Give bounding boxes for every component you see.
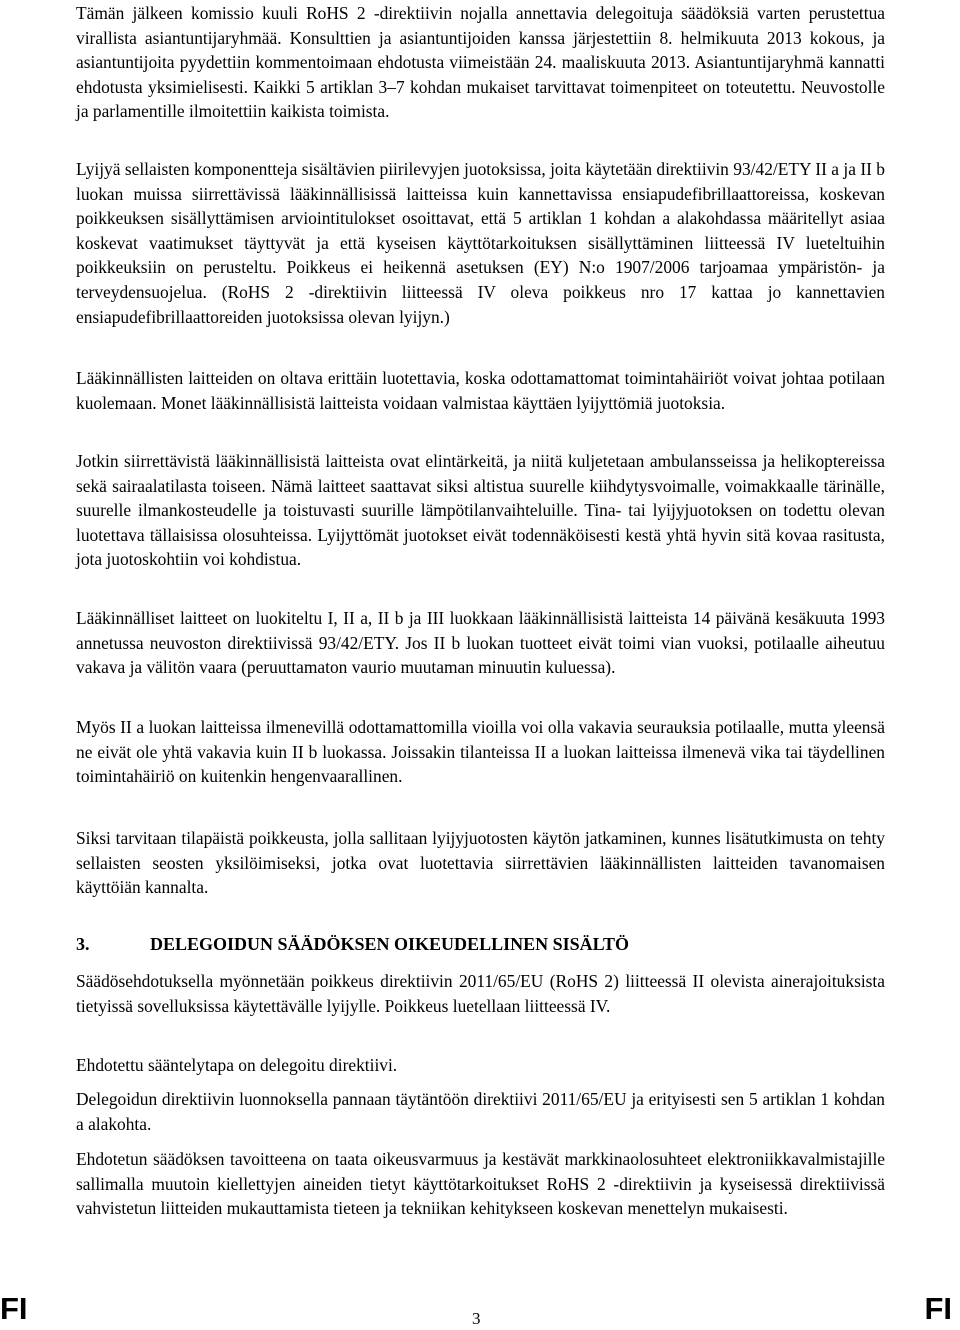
- paragraph-reliability: Lääkinnällisten laitteiden on oltava erittäin luotettavia, koska odottamattomat toimintahäiriöt voivat johtaa potilaan kuolemaan. Monet lääkinnällisistä laitteista voidaan valmistaa käyttäen lyijyttömiä juotoksia.: [76, 368, 885, 413]
- paragraph-transport-conditions: Jotkin siirrettävistä lääkinnällisistä laitteista ovat elintärkeitä, ja niitä kuljetetaan ambulansseissa ja helikoptereissa sekä sairaalatilasta toiseen. Nämä laitteet saattavat siksi altistua suurelle kiihdytysvoimalle, voimakkaalle tärinälle, suurelle ilmankosteudelle ja toistuvasti suurille lämpötilanvaihteluille. Tina- tai lyijyjuotoksen on todettu olevan luotettava tällaisissa olosuhteissa. Lyijyttömät juotokset eivät todennäköisesti kestä yhtä hyvin sitä kovaa rasitusta, jota juotoskohtiin voi kohdistua.: [76, 451, 885, 570]
- paragraph-proposal-summary: Säädösehdotuksella myönnetään poikkeus direktiivin 2011/65/EU (RoHS 2) liitteessä II olevista ainerajoituksista tietyissä sovelluksissa käytettävälle lyijylle. Poikkeus luetellaan liitteessä IV.: [76, 971, 885, 1016]
- paragraph-exemption-assessment: Lyijyä sellaisten komponentteja sisältävien piirilevyjen juotoksissa, joita käytetään direktiivin 93/42/ETY II a ja II b luokan muissa siirrettävissä lääkinnällisissä laitteissa kuin kannettavissa ensiapudefibrillaattoreissa, koskevan poikkeuksen sisällyttämisen arviointitulokset osoittavat, että 5 artiklan 1 kohdan a alakohdassa määritellyt asiaa koskevat vaatimukset täyttyvät ja että kyseisen käyttötarkoituksen sisällyttäminen liitteessä IV lueteltuihin poikkeuksiin on perusteltu. Poikkeus ei heikennä asetuksen (EY) N:o 1907/2006 tarjoamaa ympäristön- ja terveydensuojelua. (RoHS 2 -direktiivin liitteessä IV oleva poikkeus nro 17 kattaa jo kannettavien ensiapudefibrillaattoreiden juotoksissa olevan lyijyn.): [76, 159, 885, 327]
- paragraph-consultation: Tämän jälkeen komissio kuuli RoHS 2 -direktiivin nojalla annettavia delegoituja säädöksiä varten perustettua virallista asiantuntijaryhmää. Konsulttien ja asiantuntijoiden kanssa järjestettiin 8. helmikuuta 2013 kokous, ja asiantuntijoita pyydettiin kommentoimaan ehdotusta viimeistään 24. maaliskuuta 2013. Asiantuntijaryhmä kannatti ehdotusta yksimielisesti. Kaikki 5 artiklan 3–7 kohdan mukaiset tarvittavat toimenpiteet on toteutettu. Neuvostolle ja parlamentille ilmoitettiin kaikista toimista.: [76, 3, 885, 122]
- footer-language-left: FI: [0, 1291, 28, 1326]
- footer-language-right: FI: [924, 1291, 952, 1326]
- section-title: DELEGOIDUN SÄÄDÖKSEN OIKEUDELLINEN SISÄLTÖ: [150, 934, 629, 954]
- section-heading: [76, 932, 885, 956]
- paragraph-temporary-exemption: Siksi tarvitaan tilapäistä poikkeusta, jolla sallitaan lyijyjuotosten käytön jatkaminen, kunnes lisätutkimusta on tehty sellaisten seosten yksilöimiseksi, jotka ovat luotettavia siirrettävien lääkinnällisten laitteiden tavanomaisen käyttöiän kannalta.: [76, 828, 885, 898]
- paragraph-regulatory-form: Ehdotettu sääntelytapa on delegoitu direktiivi.: [76, 1055, 398, 1075]
- paragraph-class-iia: Myös II a luokan laitteissa ilmenevillä odottamattomilla vioilla voi olla vakavia seurauksia potilaalle, mutta yleensä ne eivät ole yhtä vakavia kuin II b luokassa. Joissakin tilanteissa II a luokan laitteissa ilmenevä vika tai täydellinen toimintahäiriö on kuitenkin hengenvaarallinen.: [76, 717, 885, 787]
- paragraph-implementation: Delegoidun direktiivin luonnoksella pannaan täytäntöön direktiivi 2011/65/EU ja erityisesti sen 5 artiklan 1 kohdan a alakohta.: [76, 1089, 885, 1134]
- paragraph-objective: Ehdotetun säädöksen tavoitteena on taata oikeusvarmuus ja kestävät markkinaolosuhteet elektroniikkavalmistajille sallimalla muutoin kiellettyjen aineiden tietyt käyttötarkoitukset RoHS 2 -direktiivin ja kyseisessä direktiivissä vahvistetun liitteiden mukauttamista tieteen ja tekniikan kehitykseen koskevan menettelyn mukaisesti.: [76, 1149, 885, 1219]
- section-number: 3.: [76, 934, 90, 954]
- paragraph-device-classes: Lääkinnälliset laitteet on luokiteltu I, II a, II b ja III luokkaan lääkinnällisistä laitteista 14 päivänä kesäkuuta 1993 annetussa neuvoston direktiivissä 93/42/ETY. Jos II b luokan tuotteet eivät toimi vian vuoksi, potilaalle aiheutuu vakava ja välitön vaara (peruuttamaton vaurio muutaman minuutin kuluessa).: [76, 608, 885, 678]
- page-number: 3: [472, 1309, 481, 1328]
